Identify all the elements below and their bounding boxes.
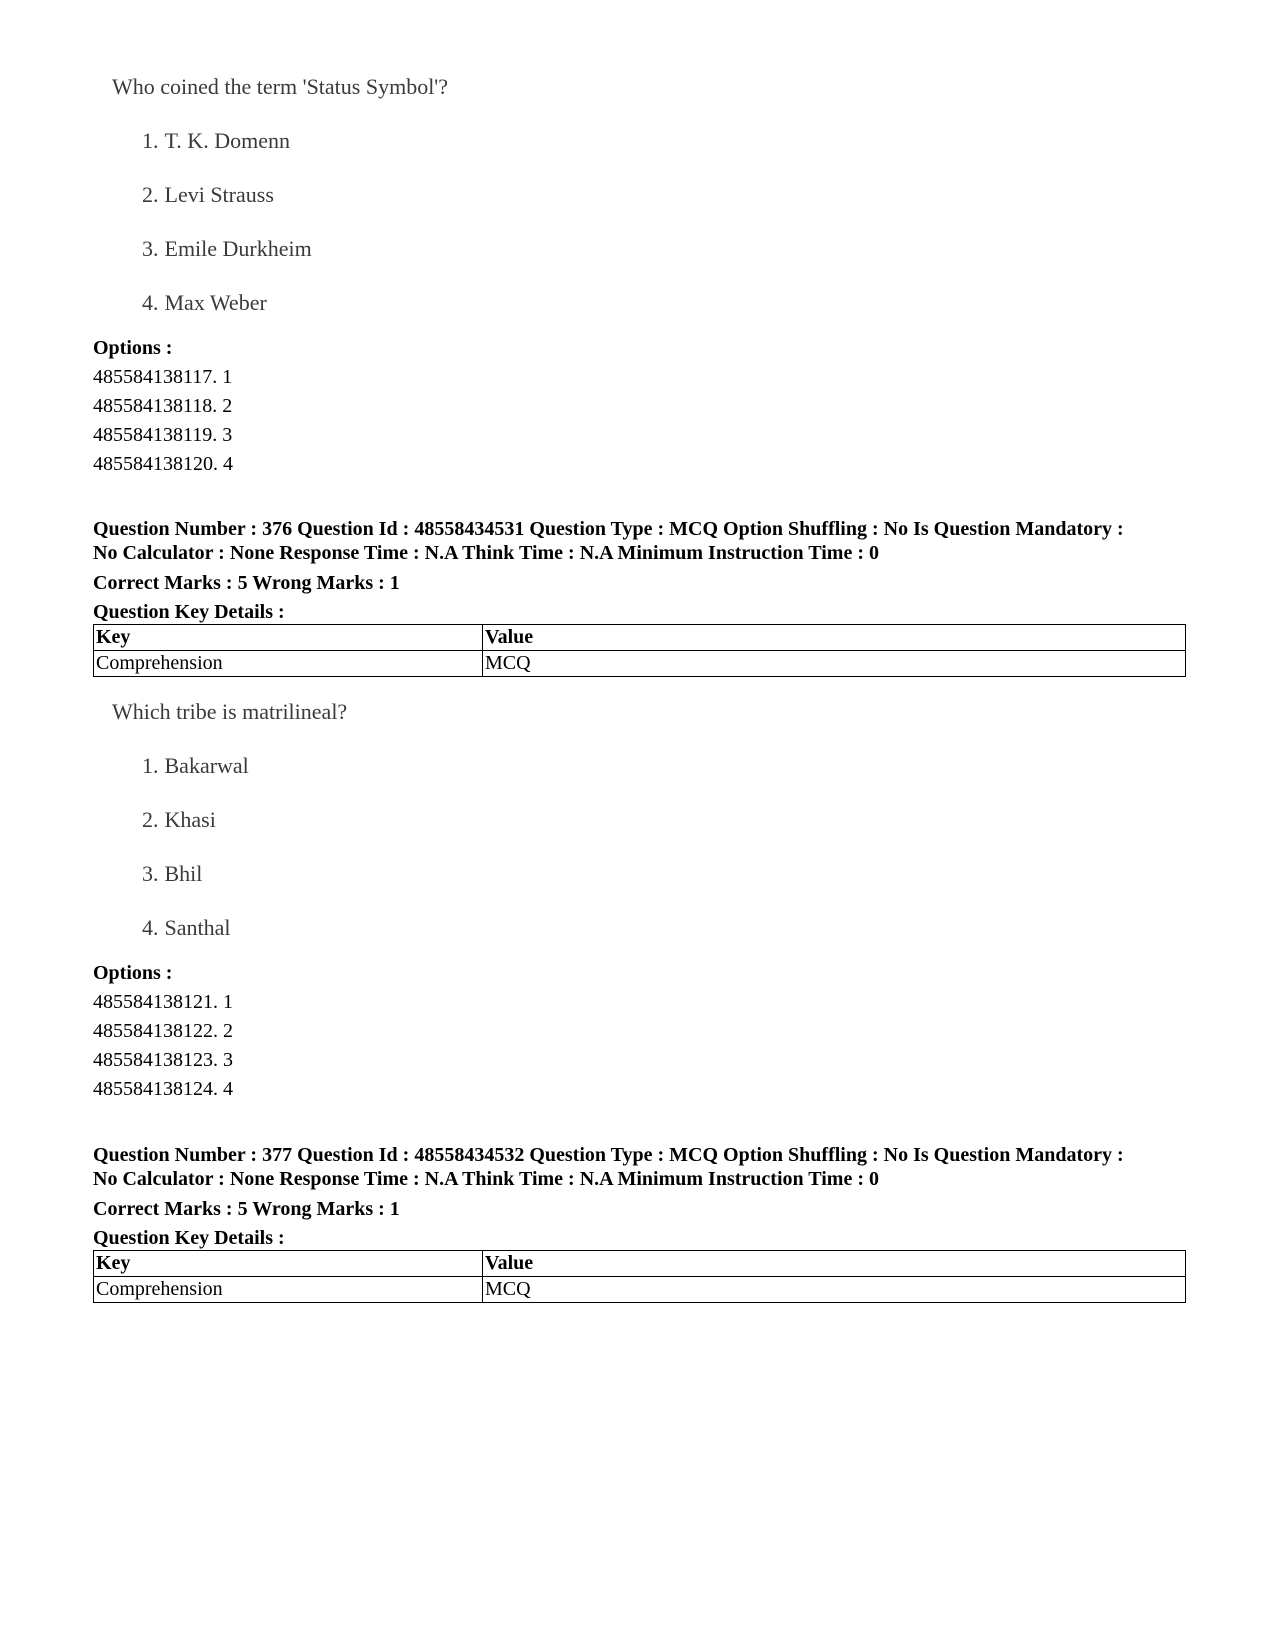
choice-number: 2. bbox=[142, 182, 159, 207]
question-image bbox=[112, 701, 632, 971]
choice-number: 4. bbox=[142, 290, 159, 315]
choice-number: 1. bbox=[142, 128, 159, 153]
choice-number: 3. bbox=[142, 861, 159, 886]
question-text: Which tribe is matrilineal? bbox=[112, 699, 348, 724]
table-header-row bbox=[94, 625, 1186, 651]
question-meta bbox=[93, 517, 1193, 627]
option-item: 485584138119. 3 bbox=[93, 424, 233, 446]
table-cell: MCQ bbox=[483, 651, 1186, 677]
table-row bbox=[94, 1277, 1186, 1303]
options-list bbox=[93, 959, 233, 1104]
choice-text: Bakarwal bbox=[164, 753, 249, 778]
option-item: 485584138124. 4 bbox=[93, 1078, 233, 1100]
table-cell: MCQ bbox=[483, 1277, 1186, 1303]
option-item: 485584138118. 2 bbox=[93, 395, 233, 417]
choice-text: Bhil bbox=[164, 861, 203, 886]
question-choice bbox=[142, 184, 632, 238]
question-choice bbox=[142, 809, 632, 863]
table-cell: Comprehension bbox=[94, 1277, 483, 1303]
question-meta-line: Question Number : 377 Question Id : 48558434532 Question Type : MCQ Option Shuffling : No Is Question Mandatory : bbox=[93, 1144, 1124, 1166]
question-choice bbox=[142, 238, 632, 292]
choice-number: 2. bbox=[142, 807, 159, 832]
choice-text: Levi Strauss bbox=[164, 182, 274, 207]
option-item: 485584138121. 1 bbox=[93, 991, 233, 1013]
question-text: Who coined the term 'Status Symbol'? bbox=[112, 74, 449, 99]
table-row bbox=[94, 651, 1186, 677]
options-title: Options : bbox=[93, 337, 173, 359]
key-value-table bbox=[93, 624, 1186, 677]
options-title: Options : bbox=[93, 962, 173, 984]
option-item: 485584138122. 2 bbox=[93, 1020, 233, 1042]
choice-number: 1. bbox=[142, 753, 159, 778]
question-meta-line: No Calculator : None Response Time : N.A Think Time : N.A Minimum Instruction Time : 0 bbox=[93, 1168, 879, 1190]
key-value-table bbox=[93, 1250, 1186, 1303]
key-details-heading: Question Key Details : bbox=[93, 601, 285, 623]
option-item: 485584138120. 4 bbox=[93, 453, 233, 475]
question-image bbox=[112, 76, 632, 346]
question-choice bbox=[142, 755, 632, 809]
choice-number: 4. bbox=[142, 915, 159, 940]
choice-number: 3. bbox=[142, 236, 159, 261]
choice-text: Khasi bbox=[164, 807, 216, 832]
choice-text: T. K. Domenn bbox=[164, 128, 290, 153]
question-choice bbox=[142, 130, 632, 184]
question-meta-line: No Calculator : None Response Time : N.A Think Time : N.A Minimum Instruction Time : 0 bbox=[93, 542, 879, 564]
choice-text: Emile Durkheim bbox=[164, 236, 312, 261]
key-details-heading: Question Key Details : bbox=[93, 1227, 285, 1249]
options-list bbox=[93, 334, 233, 479]
option-item: 485584138123. 3 bbox=[93, 1049, 233, 1071]
table-header-cell: Key bbox=[94, 1251, 483, 1277]
table-header-cell: Value bbox=[483, 625, 1186, 651]
table-cell: Comprehension bbox=[94, 651, 483, 677]
table-header-row bbox=[94, 1251, 1186, 1277]
question-meta bbox=[93, 1143, 1193, 1253]
marks-line: Correct Marks : 5 Wrong Marks : 1 bbox=[93, 1198, 400, 1220]
table-header-cell: Key bbox=[94, 625, 483, 651]
choice-text: Max Weber bbox=[164, 290, 267, 315]
marks-line: Correct Marks : 5 Wrong Marks : 1 bbox=[93, 572, 400, 594]
question-choice bbox=[142, 863, 632, 917]
option-item: 485584138117. 1 bbox=[93, 366, 233, 388]
table-header-cell: Value bbox=[483, 1251, 1186, 1277]
choice-text: Santhal bbox=[164, 915, 231, 940]
question-meta-line: Question Number : 376 Question Id : 48558434531 Question Type : MCQ Option Shuffling : No Is Question Mandatory : bbox=[93, 518, 1124, 540]
